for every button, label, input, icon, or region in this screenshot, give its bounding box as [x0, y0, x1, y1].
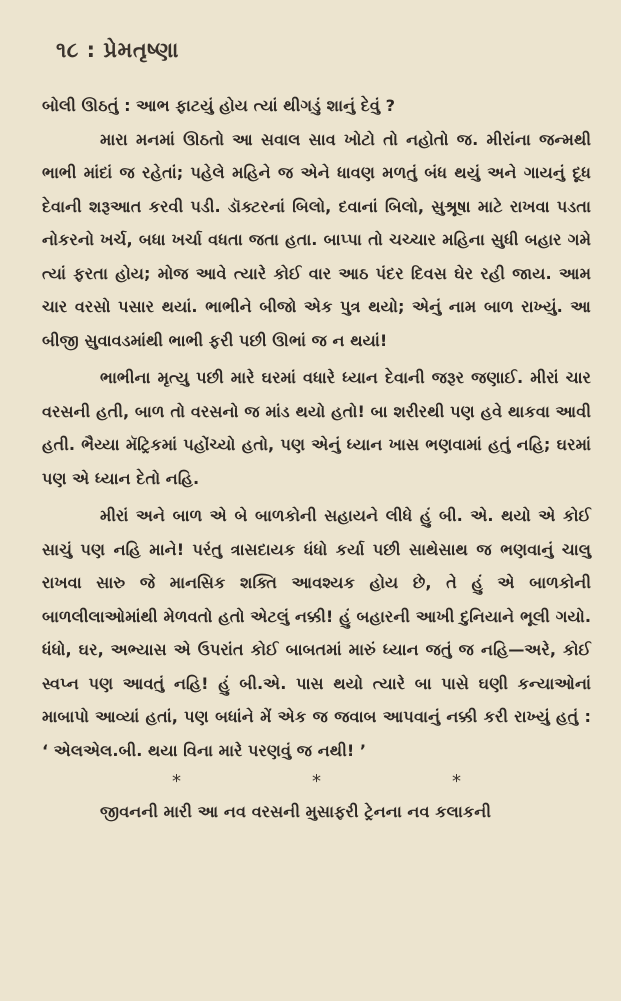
separator-star: *	[172, 771, 181, 792]
paragraph-4: મીરાં અને બાળ એ બે બાળકોની સહાયને લીધે હું બી. એ. થયો એ કોઈ સાચું પણ નહિ માને! પરંતુ ત્રાસદાયક ધંધો કર્યા પછી સાથેસાથ જ ભણવાનું ચાલુ રાખવા સારુ જે માનસિક શક્તિ આવશ્યક હોય છે, તે હું એ બાળકોની બાળલીલાઓમાંથી મેળવતો હતો એટલું નક્કી! હું બહારની આખી દુનિયાને ભૂલી ગયો. ધંધો, ઘર, અભ્યાસ એ ઉપરાંત કોઈ બાબતમાં મારું ધ્યાન જતું જ નહિ—અરે, કોઈ સ્વપ્ન પણ આવતું નહિ! હું બી.એ. પાસ થયો ત્યારે બા પાસે ઘણી કન્યાઓનાં માબાપો આવ્યાં હતાં, પણ બધાંને મેં એક જ જવાબ આપવાનું નક્કી કરી રાખ્યું હતું : ‘ એલએલ.બી. થયા વિના મારે પરણવું જ નથી! ’	[42, 506, 591, 760]
paragraph-3: ભાભીના મૃત્યુ પછી મારે ઘરમાં વધારે ધ્યાન દેવાની જરૂર જણાઈ. મીરાં ચાર વરસની હતી, બાળ તો વરસનો જ માંડ થયો હતો! બા શરીરથી પણ હવે થાકવા આવી હતી. ભૈય્યા મૅટ્રિકમાં પહોંચ્યો હતો, પણ એનું ધ્યાન ખાસ ભણવામાં હતું નહિ; ઘરમાં પણ એ ધ્યાન દેતો નહિ.	[42, 368, 591, 488]
running-head: ૧૮ : પ્રેમતૃષ્ણા	[56, 38, 179, 62]
section-separator	[107, 769, 527, 795]
separator-star: *	[312, 771, 321, 792]
separator-star: *	[452, 771, 461, 792]
paragraph-2: મારા મનમાં ઊઠતો આ સવાલ સાવ ખોટો તો નહોતો જ. મીરાંના જન્મથી ભાભી માંદાં જ રહેતાં; પહેલે મહિને જ એને ધાવણ મળતું બંધ થયું અને ગાયનું દૂધ દેવાની શરૂઆત કરવી પડી. ડૉક્ટરનાં બિલો, દવાનાં બિલો, સુશ્રૂષા માટે રાખવા પડતા નોકરનો ખર્ચ, બધા ખર્ચા વધતા જતા હતા. બાપ્પા તો ચચ્ચાર મહિના સુધી બહાર ગમે ત્યાં ફરતા હોય; મોજ આવે ત્યારે કોઈ વાર આઠ પંદર દિવસ ઘેર રહી જાય. આમ ચાર વરસો પસાર થયાં. ભાભીને બીજો એક પુત્ર થયો; એનું નામ બાળ રાખ્યું. આ બીજી સુવાવડમાંથી ભાભી ફરી પછી ઊભાં જ ન થયાં!	[42, 129, 591, 350]
paragraph-1: બોલી ઊઠતું : આભ ફાટયું હોય ત્યાં થીગડું શાનું દેવું ?	[42, 96, 395, 115]
closing-line: જીવનની મારી આ નવ વરસની મુસાફરી ટ્રેનના નવ કલાકની	[100, 802, 491, 821]
